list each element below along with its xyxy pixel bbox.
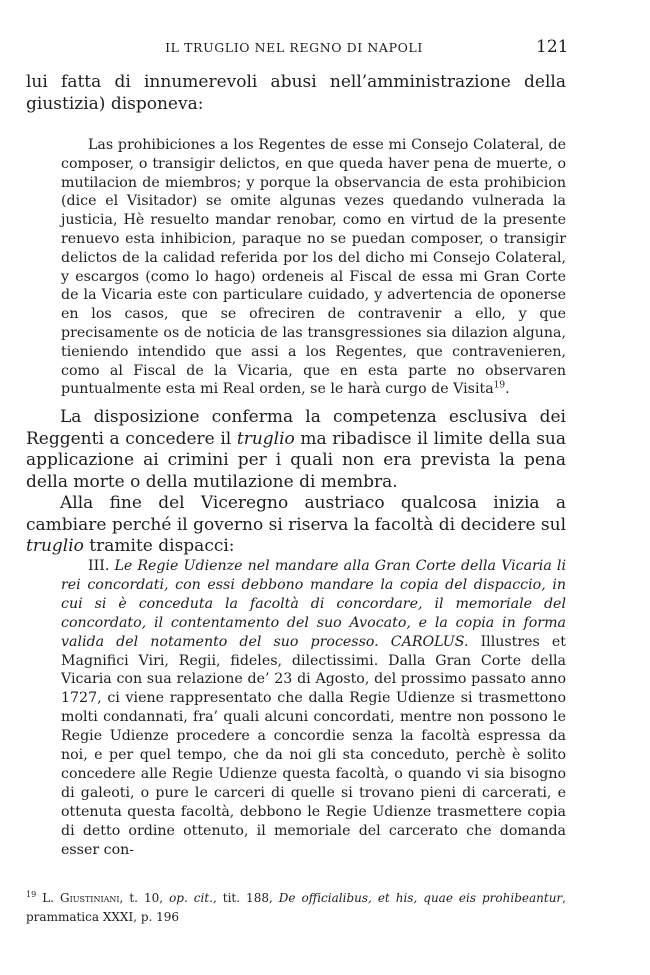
footnote-number: 19: [26, 890, 37, 899]
quote-end: .: [505, 381, 510, 398]
quote2-numeral: III.: [88, 558, 110, 574]
block-quote-italian: [61, 557, 566, 860]
paragraph-disposizione: [26, 407, 566, 493]
para3-text-b: tramite dispacci:: [83, 536, 235, 556]
footnote-author: Giustiniani: [59, 891, 120, 905]
quote2-italic-heading: Le Regie Udienze nel mandare alla Gran Corte della Vicaria li rei concordati, con essi debbono mandare la copia del dispaccio, in cui si è conceduta la facoltà di concordare, il memoriale del concordato, il contentamento del suo Avocato, e la copia in forma valida del notamento del suo processo. CAROLUS.: [61, 558, 566, 650]
footnote-title: De officialibus, et his, quae eis prohibeantur: [278, 891, 563, 905]
footnote-text-a: , t. 10,: [119, 891, 170, 905]
page-number: 121: [536, 37, 569, 57]
footnote-ref: 19: [493, 380, 506, 391]
paragraph-continuation: lui fatta di innumerevoli abusi nell’amministrazione della giustizia) disponeva:: [26, 72, 566, 114]
para2-text-b: ma ribadisce il limite della sua applicazione ai crimini per i quali non era prevista la pena della morte o della mutilazione di membra.: [26, 428, 567, 492]
para3-italic-term: truglio: [26, 536, 84, 556]
footnote-author-initial: L.: [42, 891, 54, 905]
para2-text-a: La disposizione conferma la competenza esclusiva dei Reggenti a concedere il: [26, 407, 566, 449]
quote-text: Las prohibiciones a los Regentes de esse mi Consejo Colateral, de composer, o transigir delictos, en que queda haver pena de muerte, o mutilacion de miembros; y porque la observancia de esta prohibicion (dice el Visitador) se omite algunas vezes quedando vulnerada la justicia, Hè resuelto mandar renobar, como en virtud de la presente renuevo esta inhibicion, paraque no se puedan composer, o transigir delictos de la calidad referida por los del dicho mi Consejo Colateral, y escargos (como lo hago) ordeneis al Fiscal de essa mi Gran Corte de la Vicaria este con particulare cuidado, y advertencia de oponerse en los casos, que se ofreciren de contravenir a ello, y que precisamente os de noticia de las transgressiones sia dilazion alguna, tieniendo intendido que assi a los Regentes, que contravenieren, como al Fiscal de la Vicaria, que en esta parte no observaren puntualmente esta mi Real orden, se le harà curgo de Visita: [61, 137, 566, 398]
paragraph-viceregno: [26, 493, 566, 558]
block-quote-spanish: [61, 136, 566, 399]
running-head: [0, 37, 650, 59]
footnote-text-b: , tit. 188,: [212, 891, 279, 905]
running-title: IL TRUGLIO NEL REGNO DI NAPOLI: [165, 40, 423, 55]
para3-text-a: Alla fine del Viceregno austriaco qualcosa inizia a cambiare perché il governo si riserva la facoltà di decidere sul: [26, 493, 567, 535]
footnote: [26, 889, 566, 927]
quote2-text: Illustres et Magnifici Viri, Regii, fideles, dilectissimi. Dalla Gran Corte della Vicaria con sua relazione de’ 23 di Agosto, del prossimo passato anno 1727, ci viene rappresentato che dalla Regie Udienze si trasmettono molti condannati, fra’ quali alcuni concordati, mentre non possono le Regie Udienze procedere a concordie senza la facoltà espressa da noi, e per quel tempo, che da noi gli sta conceduto, perchè è solito concedere alle Regie Udienze questa facoltà, o quando vi sia bisogno di galeoti, o pure le carceri di quelle si trovano pieni di carcerati, e ottenuta questa facoltà, debbono le Regie Udienze trasmettere copia di detto ordine ottenuto, il memoriale del carcerato che domanda esser con-: [61, 633, 566, 858]
footnote-text-c: , prammatica XXXI, p. 196: [26, 891, 566, 924]
para2-italic-term: truglio: [236, 428, 295, 449]
footnote-opcit: op. cit.: [169, 891, 213, 905]
